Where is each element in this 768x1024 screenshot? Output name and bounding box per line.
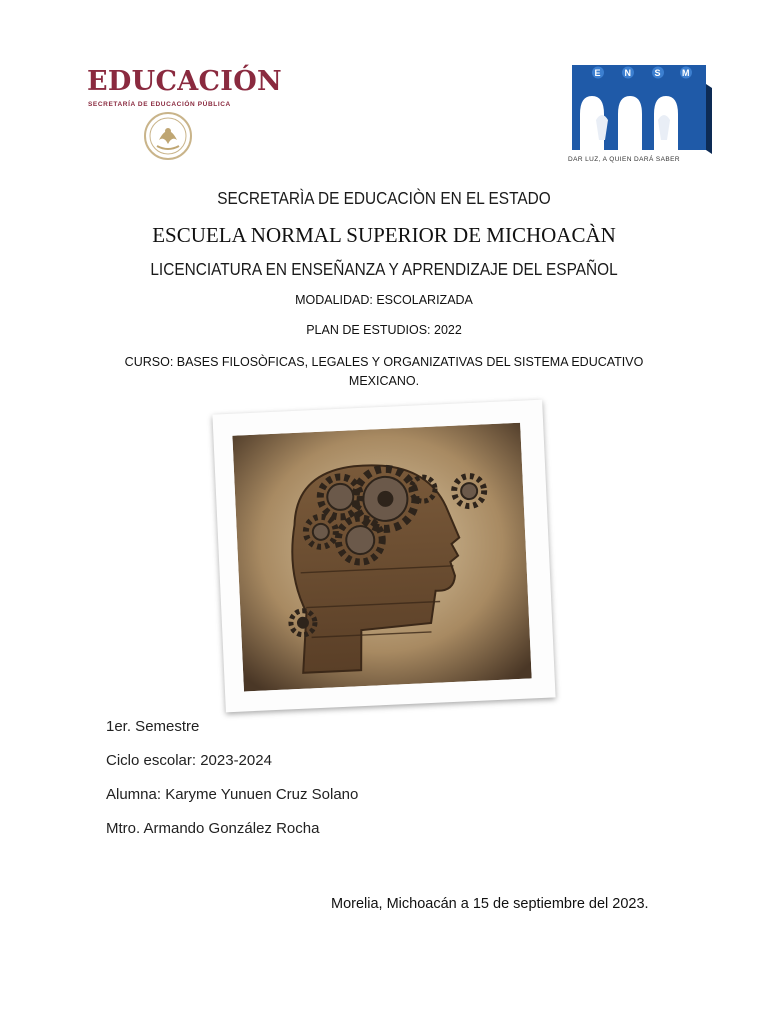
sep-logo bbox=[84, 58, 282, 168]
licenciatura-title: LICENCIATURA EN ENSEÑANZA Y APRENDIZAJE DEL ESPAÑOL bbox=[150, 259, 618, 279]
svg-text:M: M bbox=[682, 68, 690, 78]
ensm-motto: DAR LUZ, A QUIEN DARÁ SABER bbox=[568, 156, 680, 163]
ciclo-line: Ciclo escolar: 2023-2024 bbox=[106, 752, 272, 769]
escuela-title: ESCUELA NORMAL SUPERIOR DE MICHOACÀN bbox=[152, 223, 616, 247]
svg-text:S: S bbox=[654, 68, 661, 78]
ensm-logo bbox=[566, 62, 712, 174]
national-seal-icon bbox=[142, 110, 194, 162]
sep-logo-word: EDUCACIÓN bbox=[87, 66, 282, 97]
alumna-line: Alumna: Karyme Yunuen Cruz Solano bbox=[106, 786, 359, 803]
gears-head-image bbox=[232, 423, 531, 692]
sep-logo-subtitle: SECRETARÍA DE EDUCACIÓN PÚBLICA bbox=[88, 101, 231, 108]
cover-photo-frame bbox=[212, 400, 555, 713]
semestre-line: 1er. Semestre bbox=[106, 718, 200, 735]
secretaria-title: SECRETARÌA DE EDUCACIÒN EN EL ESTADO bbox=[217, 188, 551, 208]
place-date-line: Morelia, Michoacán a 15 de septiembre del 2023. bbox=[331, 896, 649, 912]
modalidad-line: MODALIDAD: ESCOLARIZADA bbox=[295, 293, 473, 307]
maestro-line: Mtro. Armando González Rocha bbox=[106, 820, 320, 837]
curso-line: CURSO: BASES FILOSÒFICAS, LEGALES Y ORGANIZATIVAS DEL SISTEMA EDUCATIVO MEXICANO. bbox=[124, 355, 644, 388]
svg-text:E: E bbox=[594, 68, 601, 78]
svg-text:N: N bbox=[624, 68, 631, 78]
ensm-arches-icon bbox=[566, 62, 712, 154]
plan-line: PLAN DE ESTUDIOS: 2022 bbox=[306, 323, 462, 337]
